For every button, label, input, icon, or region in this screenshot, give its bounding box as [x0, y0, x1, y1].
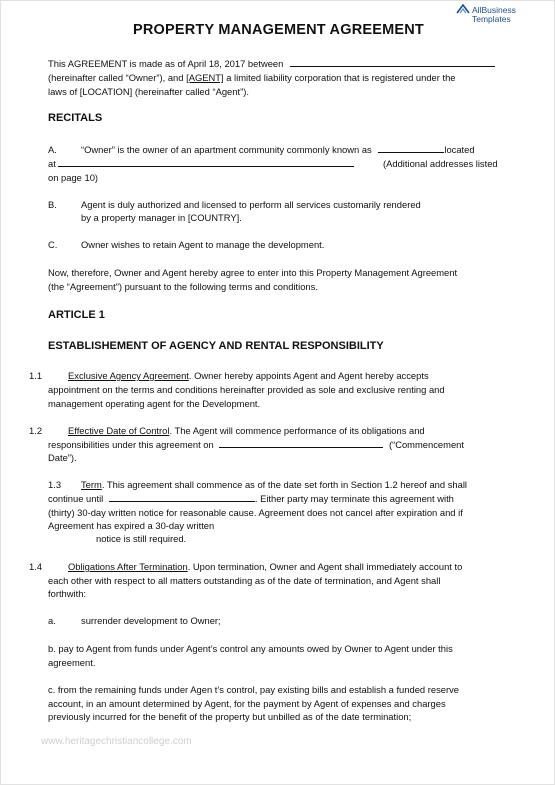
intro-line-1: This AGREEMENT is made as of April 18, 2017 between: [48, 57, 495, 71]
section-1-1-line-2: appointment on the terms and conditions hereinafter provided as sole and exclusive renting and: [48, 384, 445, 395]
recital-c-text: Owner wishes to retain Agent to manage the development.: [81, 239, 325, 250]
section-1-4-line-2: each other with respect to all matters outstanding as of the date of termination, and Agent shall: [48, 575, 441, 586]
community-name-blank[interactable]: [378, 143, 444, 153]
section-1-1-line-1: Exclusive Agency Agreement. Owner hereby appoints Agent and Agent hereby accepts: [68, 370, 429, 381]
recital-b-label: B.: [48, 199, 57, 210]
item-b-line-1: b. pay to Agent from funds under Agent’s control any amounts owed by Owner to Agent under this: [48, 643, 453, 654]
logo-line2: Templates: [472, 14, 511, 24]
section-1-2-line-1: Effective Date of Control. The Agent will commence performance of its obligations and: [68, 425, 425, 436]
item-b-line-2: agreement.: [48, 657, 96, 668]
section-1-2-line-3: Date”).: [48, 452, 77, 463]
section-1-1-title: Exclusive Agency Agreement: [68, 370, 189, 381]
item-c-line-1: c. from the remaining funds under Agen t’s control, pay existing bills and establish a funded reserve: [48, 684, 459, 695]
section-1-2-title: Effective Date of Control: [68, 425, 170, 436]
item-a-text: surrender development to Owner;: [81, 615, 221, 626]
agent-placeholder: [AGENT]: [186, 72, 224, 83]
intro-line-3: laws of [LOCATION] (hereinafter called “Agent”).: [48, 86, 249, 97]
watermark-text: www.heritagechristiancollege.com: [41, 736, 192, 747]
logo-icon: [456, 4, 470, 14]
recitals-heading: RECITALS: [48, 112, 103, 124]
recital-a-line-2: at: [48, 157, 354, 171]
address-blank[interactable]: [58, 157, 354, 167]
section-1-3-title: Term: [81, 479, 102, 490]
intro-line-2: (hereinafter called “Owner”), and [AGENT] a limited liability corporation that is registered under the: [48, 72, 456, 83]
section-1-3-line-3: (thirty) 30-day written notice for reasonable cause. Agreement does not cancel after expiration and if: [48, 507, 463, 518]
section-1-3-number: 1.3: [48, 479, 62, 490]
section-1-2-line-2: responsibilities under this agreement on (“Commencement: [48, 439, 464, 450]
recital-a-additional: (Additional addresses listed: [383, 158, 498, 169]
article-subheading: ESTABLISHEMENT OF AGENCY AND RENTAL RESPONSIBILITY: [48, 340, 384, 352]
section-1-4-line-3: forthwith:: [48, 588, 87, 599]
recital-c-label: C.: [48, 239, 58, 250]
owner-blank[interactable]: [290, 57, 495, 67]
item-a-label: a.: [48, 615, 56, 626]
term-end-blank[interactable]: [109, 492, 255, 502]
now-therefore-line-1: Now, therefore, Owner and Agent hereby agree to enter into this Property Management Agreement: [48, 267, 458, 278]
section-1-4-line-1: Obligations After Termination. Upon termination, Owner and Agent shall immediately account to: [68, 561, 463, 572]
section-1-3-line-1: Term. This agreement shall commence as of the date set forth in Section 1.2 hereof and shall: [81, 479, 467, 490]
section-1-1-number: 1.1: [29, 370, 43, 381]
section-1-3-line-5: notice is still required.: [96, 533, 187, 544]
section-1-3-line-4: Agreement has expired a 30-day written: [48, 520, 215, 531]
section-1-1-line-3: management operating agent for the Development.: [48, 398, 261, 409]
section-1-4-title: Obligations After Termination: [68, 561, 188, 572]
recital-a-line-3: on page 10): [48, 172, 99, 183]
item-c-line-3: previously incurred for the benefit of the property but unbilled as of the date termination;: [48, 711, 412, 722]
recital-b-line-2: by a property manager in [COUNTRY].: [81, 212, 242, 223]
item-c-line-2: account, in an amount determined by Agent, for the payment by Agent of expenses and charges: [48, 698, 446, 709]
now-therefore-line-2: (the “Agreement”) pursuant to the following terms and conditions.: [48, 281, 318, 292]
section-1-3-line-2: continue until . Either party may terminate this agreement with: [48, 493, 454, 504]
recital-a-label: A.: [48, 144, 57, 155]
recital-b-line-1: Agent is duly authorized and licensed to perform all services customarily rendered: [81, 199, 421, 210]
document-title: PROPERTY MANAGEMENT AGREEMENT: [133, 22, 424, 38]
recital-a-line-1: “Owner” is the owner of an apartment community commonly known as located: [81, 144, 475, 155]
section-1-2-number: 1.2: [29, 425, 43, 436]
article-heading: ARTICLE 1: [48, 309, 105, 321]
section-1-4-number: 1.4: [29, 561, 43, 572]
commencement-date-blank[interactable]: [219, 438, 383, 448]
logo-line1: AllBusiness: [472, 5, 516, 15]
